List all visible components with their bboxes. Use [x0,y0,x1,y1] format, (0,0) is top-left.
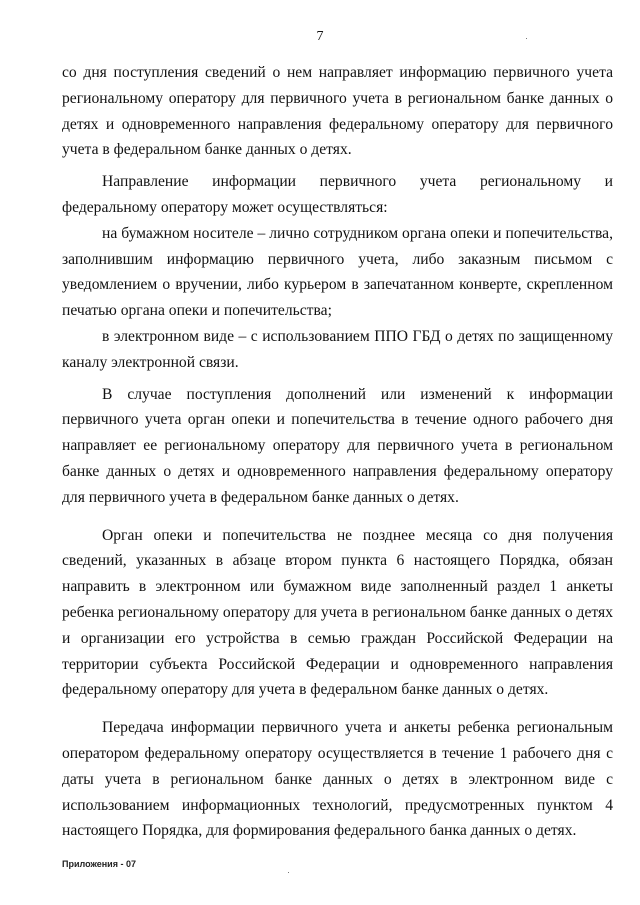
scan-speck [288,872,289,873]
scan-speck [526,38,527,39]
paragraph-transfer-to-federal: Передача информации первичного учета и анкеты ребенка региональным оператором федеральному оператору осуществляется в течение 1 рабочего дня с даты учета в региональном банке данных о детях в электронном виде с использованием информационных технологий, предусмотренных пунктом 4 настоящего Порядка, для формирования федерального банка данных о детях. [62,719,613,840]
paragraph-amendments: В случае поступления дополнений или изменений к информации первичного учета орган опеки и попечительства в течение одного рабочего дня направляет ее региональному оператору для первичного учета в региональном банке данных о детях и одновременного направления федеральному оператору для первичного учета в федеральном банке данных о детях. [62,385,613,506]
page-number: 7 [316,29,324,44]
paragraph-transmission-methods: Направление информации первичного учета региональному и федеральному оператору может осуществляться: [62,173,613,216]
paragraph-paper-medium: на бумажном носителе – лично сотрудником органа опеки и попечительства, заполнившим информацию первичного учета, либо заказным письмом с уведомлением о вручении, либо курьером в запечатанном конверте, скрепленном печатью органа опеки и попечительства; [62,224,613,320]
document-body [62,60,613,844]
footer-label: Приложения - 07 [62,859,136,869]
paragraph-child-questionnaire: Орган опеки и попечительства не позднее месяца со дня получения сведений, указанных в абзаце втором пункта 6 настоящего Порядка, обязан направить в электронном или бумажном виде заполненный раздел 1 анкеты ребенка региональному оператору для учета в региональном банке данных о детях и организации его устройства в семью граждан Российской Федерации на территории субъекта Российской Федерации и одновременного направления федеральному оператору для учета в федеральном банке данных о детях. [62,526,613,699]
paragraph-electronic-form: в электронном виде – с использованием ППО ГБД о детях по защищенному каналу электронной связи. [62,327,613,371]
paragraph-continuation: со дня поступления сведений о нем направляет информацию первичного учета региональному оператору для первичного учета в региональном банке данных о детях и одновременного направления федеральному оператору для первичного учета в федеральном банке данных о детях. [62,64,613,159]
